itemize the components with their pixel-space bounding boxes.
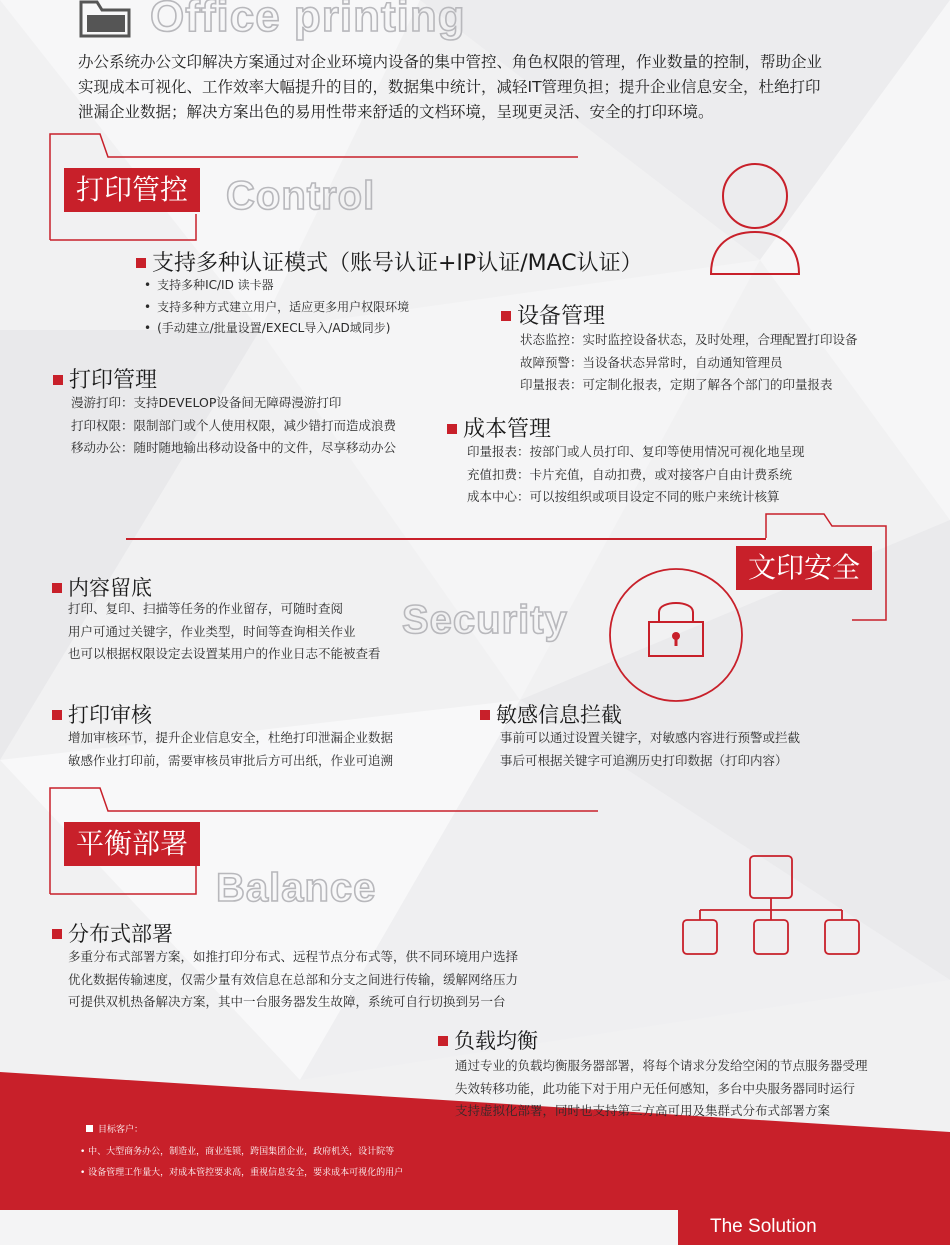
text-line: 充值扣费：卡片充值，自动扣费，或对接客户自由计费系统 xyxy=(467,466,793,482)
target-label-text: 目标客户： xyxy=(98,1125,144,1135)
distributed-lines xyxy=(68,946,518,1014)
auth-heading xyxy=(136,246,643,277)
heading-square xyxy=(53,375,63,385)
load-title: 负载均衡 xyxy=(454,1029,538,1053)
intro-line: 泄漏企业数据；解决方案出色的易用性带来舒适的文档环境，呈现更灵活、安全的打印环境。 xyxy=(78,103,714,121)
distributed-heading xyxy=(52,918,173,948)
target-line-text: 中、大型商务办公，制造业，商业连锁，跨国集团企业，政府机关，设计院等 xyxy=(88,1147,395,1157)
header-folder-icon-wrap xyxy=(78,0,132,42)
text-line: 漫游打印：支持DEVELOP设备间无障碍漫游打印 xyxy=(71,395,342,410)
text-line: 移动办公：随时随地输出移动设备中的文件，尽享移动办公 xyxy=(71,440,397,455)
intro-line: 办公系统办公文印解决方案通过对企业环境内设备的集中管控、角色权限的管理，作业数量的控制，帮助企业 xyxy=(78,53,823,71)
intercept-title: 敏感信息拦截 xyxy=(496,703,622,727)
heading-square xyxy=(52,710,62,720)
heading-square xyxy=(136,258,146,268)
cost-title: 成本管理 xyxy=(463,417,552,442)
print-mgmt-lines xyxy=(71,392,396,460)
device-lines xyxy=(520,329,858,397)
heading-square xyxy=(501,311,511,321)
heading-square xyxy=(52,929,62,939)
audit-heading xyxy=(52,699,152,729)
user-icon xyxy=(705,160,805,280)
load-heading xyxy=(438,1025,538,1055)
heading-square xyxy=(438,1036,448,1046)
text-line: 通过专业的负载均衡服务器部署，将每个请求分发给空闲的节点服务器受理 xyxy=(455,1058,868,1073)
security-tag: 文印安全 xyxy=(736,546,872,590)
intercept-lines xyxy=(500,727,800,772)
text-line: 事前可以通过设置关键字，对敏感内容进行预警或拦截 xyxy=(500,730,801,745)
lock-icon xyxy=(607,566,745,704)
print-mgmt-title: 打印管理 xyxy=(69,368,158,393)
text-line: 优化数据传输速度，仅需少量有效信息在总部和分支之间进行传输，缓解网络压力 xyxy=(68,971,519,987)
distributed-title: 分布式部署 xyxy=(68,922,173,946)
auth-bullets xyxy=(144,275,409,340)
security-title-en: Security xyxy=(402,598,568,642)
intro-line: 实现成本可视化、工作效率大幅提升的目的，数据集中统计，减轻IT管理负担；提升企业信息安全，杜绝打印 xyxy=(78,78,821,96)
heading-square xyxy=(480,710,490,720)
intercept-heading xyxy=(480,699,622,729)
intro-paragraph xyxy=(78,50,878,125)
folder-icon xyxy=(78,0,132,38)
bullet-item: • 支持多种方式建立用户，适应更多用户权限环境 xyxy=(144,297,409,319)
text-line: 打印权限：限制部门或个人使用权限，减少错打而造成浪费 xyxy=(71,417,397,433)
balance-tag: 平衡部署 xyxy=(64,822,200,866)
text-line: 故障预警：当设备状态异常时，自动通知管理员 xyxy=(520,354,783,370)
retention-lines xyxy=(68,598,381,666)
text-line: 印量报表：按部门或人员打印、复印等使用情况可视化地呈现 xyxy=(467,444,805,459)
bullet-item: • 支持多种IC/ID 读卡器 xyxy=(144,275,409,297)
target-line: • 中、大型商务办公，制造业，商业连锁，跨国集团企业，政府机关，设计院等 xyxy=(80,1147,395,1157)
cost-heading xyxy=(447,412,551,443)
control-tag: 打印管控 xyxy=(64,168,200,212)
heading-square xyxy=(52,583,62,593)
device-title: 设备管理 xyxy=(517,304,606,329)
control-title-en: Control xyxy=(226,174,376,218)
text-line: 可提供双机热备解决方案，其中一台服务器发生故障，系统可自行切换到另一台 xyxy=(68,994,506,1009)
text-line: 印量报表：可定制化报表，定期了解各个部门的印量报表 xyxy=(520,377,833,392)
retention-title: 内容留底 xyxy=(68,576,152,600)
text-line: 事后可根据关键字可追溯历史打印数据（打印内容） xyxy=(500,752,788,768)
text-line: 也可以根据权限设定去设置某用户的作业日志不能被查看 xyxy=(68,646,381,661)
auth-title: 支持多种认证模式（账号认证+IP认证/MAC认证） xyxy=(152,251,643,276)
balance-title-en: Balance xyxy=(216,866,377,910)
target-line-text: 设备管理工作量大，对成本管控要求高，重视信息安全，要求成本可视化的用户 xyxy=(88,1168,404,1178)
heading-square xyxy=(447,424,457,434)
target-line: • 设备管理工作量大，对成本管控要求高，重视信息安全，要求成本可视化的用户 xyxy=(80,1168,404,1178)
text-line: 打印、复印、扫描等任务的作业留存，可随时查阅 xyxy=(68,601,344,616)
device-heading xyxy=(501,299,605,330)
header-title-en: Office printing xyxy=(150,0,466,41)
load-lines xyxy=(455,1055,868,1123)
cost-lines xyxy=(467,441,805,509)
audit-lines xyxy=(68,727,393,772)
text-line: 成本中心：可以按组织或项目设定不同的账户来统计核算 xyxy=(467,489,780,504)
target-label xyxy=(86,1122,143,1135)
hierarchy-icon xyxy=(680,854,862,958)
footer-square xyxy=(86,1125,93,1132)
audit-title: 打印审核 xyxy=(68,703,152,727)
text-line: 支持虚拟化部署，同时也支持第三方高可用及集群式分布式部署方案 xyxy=(455,1103,831,1118)
text-line: 状态监控：实时监控设备状态，及时处理，合理配置打印设备 xyxy=(520,332,858,347)
text-line: 敏感作业打印前，需要审核员审批后方可出纸，作业可追溯 xyxy=(68,752,394,768)
security-divider xyxy=(126,538,766,540)
print-mgmt-heading xyxy=(53,363,157,394)
text-line: 增加审核环节，提升企业信息安全，杜绝打印泄漏企业数据 xyxy=(68,730,394,745)
text-line: 用户可通过关键字，作业类型，时间等查询相关作业 xyxy=(68,623,356,639)
solution-label: The Solution xyxy=(710,1216,817,1237)
bullet-item: • (手动建立/批量设置/EXECL导入/AD域同步) xyxy=(144,318,409,340)
text-line: 失效转移功能，此功能下对于用户无任何感知，多台中央服务器同时运行 xyxy=(455,1080,856,1096)
text-line: 多重分布式部署方案，如推打印分布式、远程节点分布式等，供不同环境用户选择 xyxy=(68,949,519,964)
